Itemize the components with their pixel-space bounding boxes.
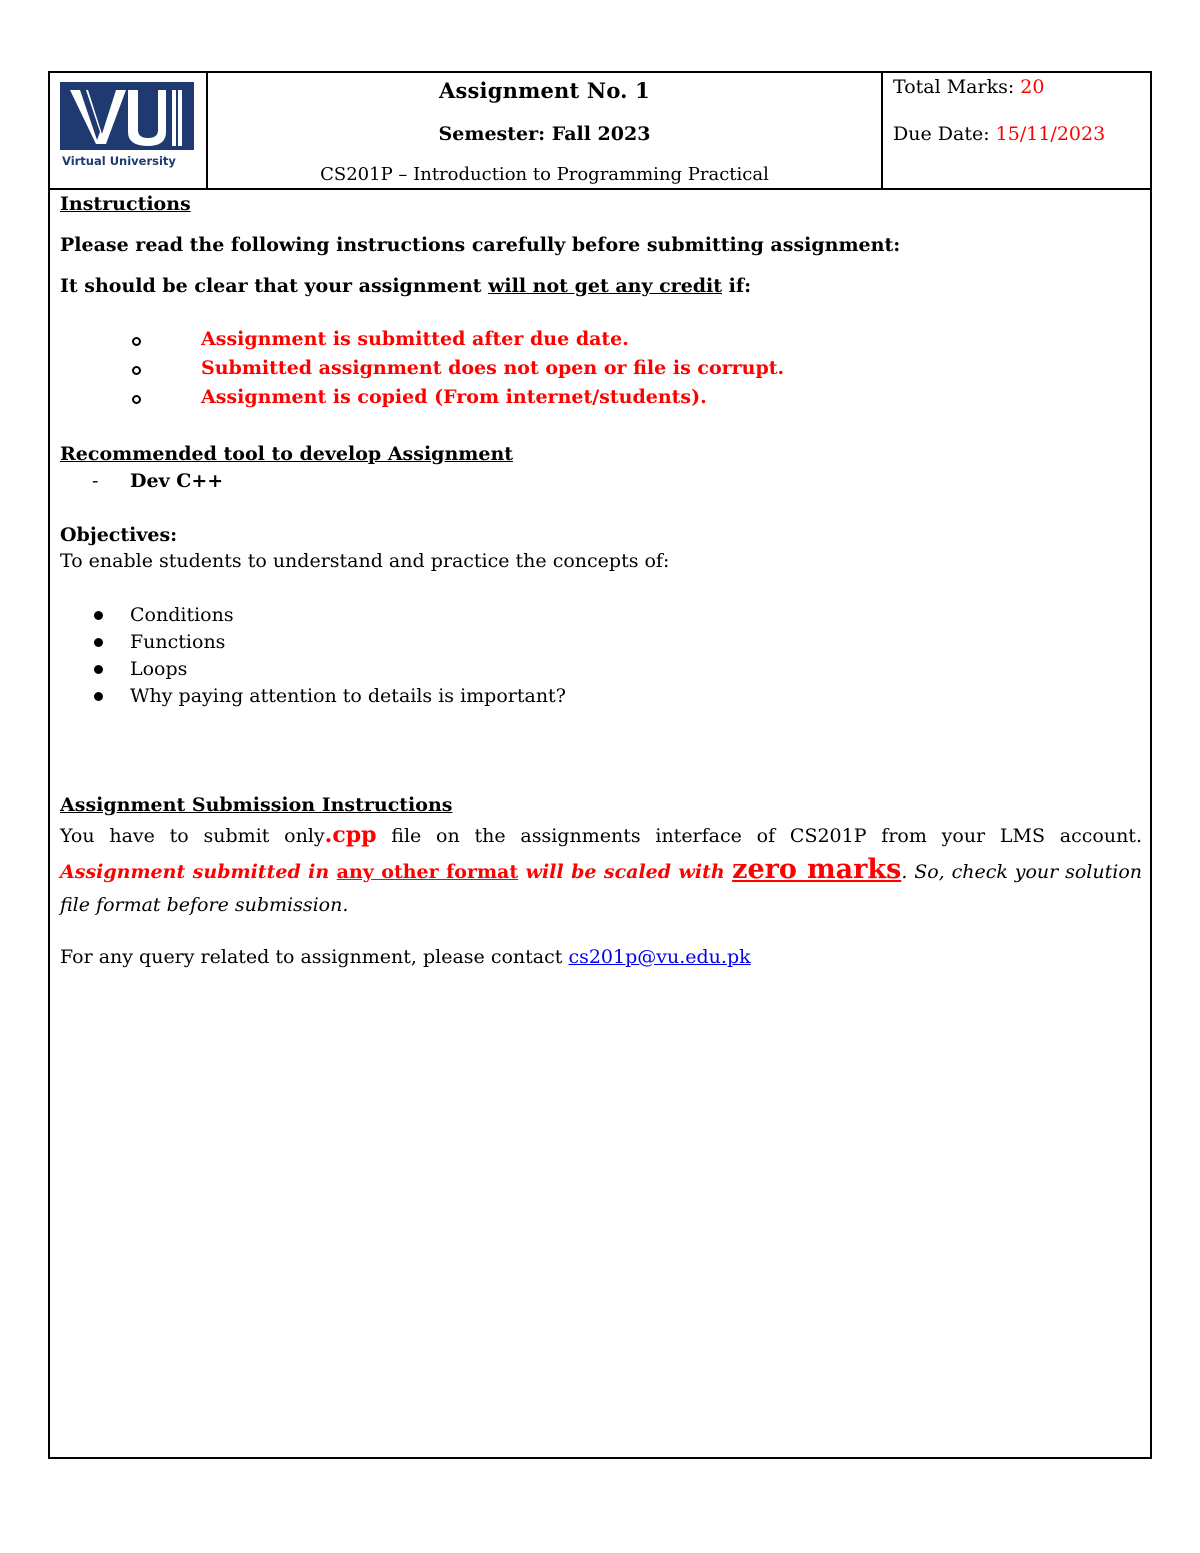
- logo-subtext: Virtual University: [62, 154, 176, 168]
- total-marks-label: Total Marks:: [893, 76, 1015, 98]
- due-date-label: Due Date:: [893, 123, 990, 145]
- warning-text: Assignment submitted in: [60, 861, 337, 883]
- dash-bullet: -: [92, 470, 99, 492]
- no-credit-phrase: will not get any credit: [488, 275, 723, 297]
- format-check-note: . So, check your solution file format before submission.: [60, 861, 1143, 916]
- circle-bullet-icon: [132, 395, 141, 404]
- header-table: [50, 73, 1150, 190]
- instructions-line1: Please read the following instructions carefully before submitting assignment:: [60, 234, 901, 256]
- zero-marks-phrase: zero marks: [732, 854, 902, 885]
- instructions-line2-suffix: if:: [722, 275, 752, 297]
- vu-logo: [60, 82, 194, 170]
- contact-email-link[interactable]: cs201p@vu.edu.pk: [568, 946, 751, 968]
- tool-heading: Recommended tool to develop Assignment: [60, 443, 514, 465]
- submission-paragraph: [60, 819, 1142, 922]
- contact-line: [60, 946, 751, 968]
- instructions-line2-prefix: It should be clear that your assignment: [60, 275, 489, 297]
- instructions-line2: [60, 275, 751, 297]
- dot-bullet-icon: [94, 665, 103, 674]
- title-cell: [208, 73, 883, 188]
- cpp-extension: .cpp: [324, 822, 377, 848]
- objective-item: Functions: [130, 631, 226, 653]
- logo-cell: [50, 73, 208, 188]
- submission-text: You have to submit only: [60, 825, 325, 847]
- contact-text: For any query related to assignment, please contact: [60, 946, 569, 968]
- total-marks: [893, 76, 1044, 98]
- tool-item: Dev C++: [130, 470, 224, 492]
- instructions-heading: Instructions: [60, 193, 191, 215]
- dot-bullet-icon: [94, 692, 103, 701]
- objective-item: Conditions: [130, 604, 234, 626]
- document-frame: [48, 71, 1152, 1459]
- submission-heading: Assignment Submission Instructions: [60, 794, 453, 816]
- submission-text: file on the assignments interface of CS201P from your LMS account.: [376, 825, 1142, 847]
- semester-label: Semester: Fall 2023: [438, 123, 651, 145]
- objective-item: Loops: [130, 658, 188, 680]
- objectives-heading: Objectives:: [60, 524, 178, 546]
- circle-bullet-icon: [132, 337, 141, 346]
- instruction-item: Submitted assignment does not open or file is corrupt.: [201, 357, 785, 379]
- instruction-item: Assignment is submitted after due date.: [201, 328, 629, 350]
- total-marks-value: 20: [1020, 76, 1045, 98]
- warning-text: will be scaled with: [518, 861, 733, 883]
- dot-bullet-icon: [94, 638, 103, 647]
- circle-bullet-icon: [132, 366, 141, 375]
- dot-bullet-icon: [94, 611, 103, 620]
- instruction-item: Assignment is copied (From internet/students).: [201, 386, 707, 408]
- assignment-title: Assignment No. 1: [439, 78, 650, 103]
- due-date: [893, 123, 1105, 145]
- other-format-phrase: any other format: [336, 861, 519, 883]
- course-title: CS201P – Introduction to Programming Practical: [320, 164, 769, 185]
- due-date-value: 15/11/2023: [995, 123, 1106, 145]
- marks-cell: [883, 73, 1152, 188]
- objectives-intro: To enable students to understand and practice the concepts of:: [60, 550, 670, 572]
- objective-item: Why paying attention to details is important?: [130, 685, 566, 707]
